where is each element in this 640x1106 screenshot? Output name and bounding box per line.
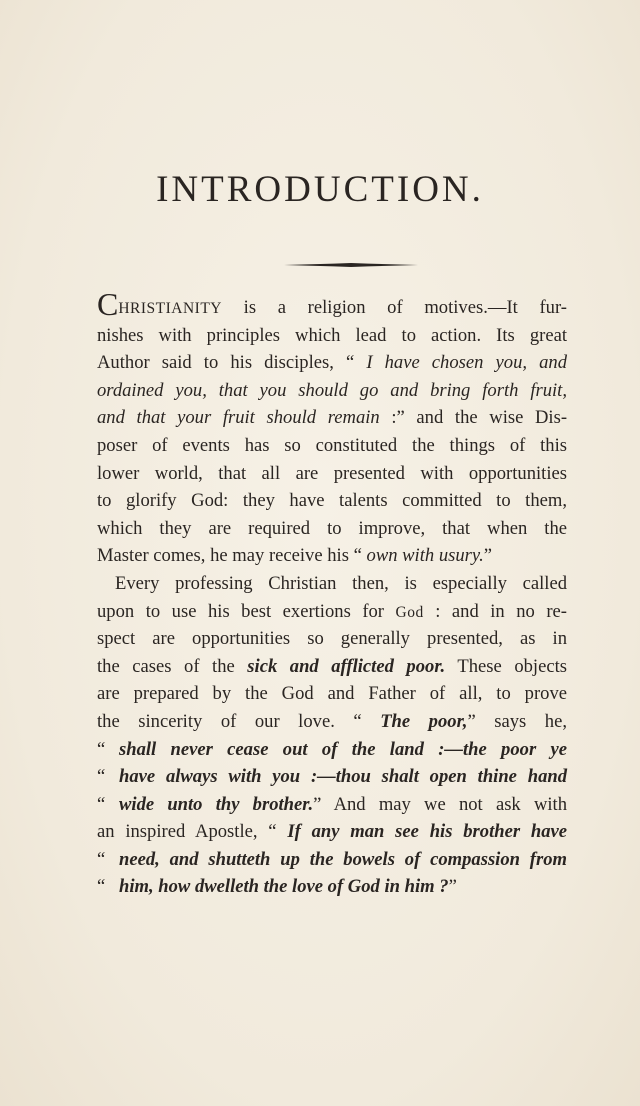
text-line (97, 708, 567, 736)
text-run: ” And may we not ask with (313, 793, 568, 815)
text-line (97, 570, 567, 598)
text-run: are prepared by the God and Father of all, to prove (97, 683, 567, 705)
text-run: poser of events has so constituted the things of this (97, 434, 567, 456)
text-run: If any man see his brother have (287, 821, 568, 843)
text-run: lower world, that all are presented with opportunities (97, 462, 567, 484)
text-line (97, 846, 567, 874)
text-run: is a religion of motives.—It fur- (222, 297, 567, 318)
text-run: ordained you, that you should go and bring forth fruit, (97, 379, 567, 401)
text-run: “ (97, 793, 106, 815)
text-run: Every professing Christian then, is especially called (115, 572, 567, 594)
text-run: :” and the wise Dis- (379, 407, 568, 429)
page-heading: INTRODUCTION. (156, 169, 484, 210)
text-line (97, 515, 567, 543)
text-line (97, 791, 567, 819)
text-line (97, 873, 567, 901)
text-line (97, 349, 567, 377)
text-run: own with usury. (366, 545, 484, 567)
text-line (97, 818, 567, 846)
text-run: ” (448, 876, 457, 898)
text-run: which they are required to improve, that when the (97, 517, 567, 539)
text-line (97, 487, 567, 515)
text-line (97, 736, 567, 764)
body-text (97, 286, 568, 901)
text-line (97, 763, 567, 791)
text-line (97, 598, 567, 626)
text-line (97, 625, 567, 653)
text-run: “ (97, 848, 106, 870)
text-run: the sincerity of our love. “ (97, 710, 381, 732)
text-run: need, and shutteth up the bowels of compassion from (119, 848, 567, 870)
text-line (97, 286, 567, 322)
text-run: “ (97, 876, 106, 898)
text-run: have always with you :—thou shalt open thine hand (119, 766, 567, 788)
ornamental-rule (284, 263, 418, 267)
text-run: wide unto thy brother. (119, 793, 314, 815)
text-run: nishes with principles which lead to action. Its great (97, 324, 567, 346)
text-run: : and in no re- (423, 600, 567, 622)
text-line (97, 680, 567, 708)
text-run: The poor, (380, 710, 468, 732)
text-line (97, 432, 567, 460)
text-run: and that your fruit should remain (97, 407, 380, 429)
drop-cap: C (97, 286, 119, 322)
text-line (97, 653, 567, 681)
text-line (97, 460, 567, 488)
text-run: I have chosen you, and (366, 352, 568, 374)
text-line (97, 322, 567, 350)
text-line (97, 404, 567, 432)
text-run: shall never cease out of the land :—the poor ye (119, 738, 567, 760)
text-run: These objects (445, 655, 567, 677)
text-run: him, how dwelleth the love of God in him ? (119, 876, 449, 898)
text-run: sick and afflicted poor. (247, 655, 446, 677)
text-run: Author said to his disciples, “ (97, 352, 367, 374)
text-run: ” (483, 545, 493, 567)
text-run: “ (97, 766, 106, 788)
text-run: ” says he, (467, 710, 567, 732)
text-line (97, 542, 567, 570)
text-run: upon to use his best exertions for (97, 600, 396, 622)
text-run: an inspired Apostle, “ (97, 821, 288, 843)
text-run: spect are opportunities so generally presented, as in (97, 628, 567, 650)
text-line (97, 377, 567, 405)
text-run: to glorify God: they have talents committed to them, (97, 490, 567, 512)
text-run: Master comes, he may receive his “ (97, 545, 367, 567)
text-run: the cases of the (97, 655, 248, 677)
text-run: HRISTIANITY (118, 300, 222, 317)
text-run: “ (97, 738, 106, 760)
text-run: God (395, 603, 424, 621)
